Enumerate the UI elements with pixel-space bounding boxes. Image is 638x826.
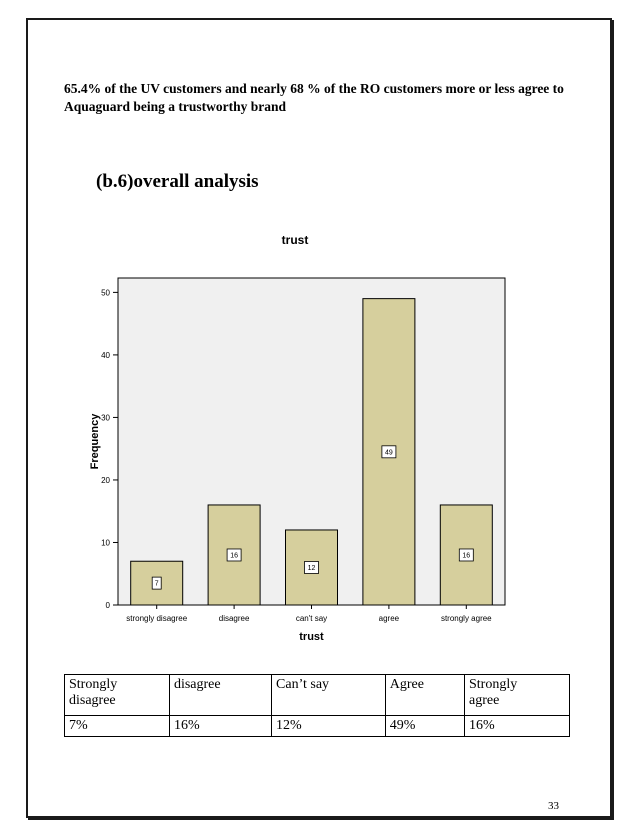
- y-tick-label: 50: [101, 288, 110, 298]
- x-tick-label: can't say: [295, 614, 328, 623]
- table-header-cell: Agree: [385, 675, 464, 716]
- table-header-cell: disagree: [169, 675, 271, 716]
- data-label: 12: [307, 564, 316, 572]
- data-label: 16: [462, 552, 471, 560]
- table-cell: 7%: [65, 716, 170, 737]
- table-header-cell: Strongly disagree: [65, 675, 170, 716]
- summary-text: 65.4% of the UV customers and nearly 68 % of the RO customers more or less agree to Aquaguard being a trustworthy brand: [64, 81, 564, 114]
- table-cell: 16%: [169, 716, 271, 737]
- y-tick-label: 30: [101, 413, 110, 423]
- y-tick-label: 40: [101, 350, 110, 360]
- table-row: [65, 716, 570, 737]
- y-axis-title: Frequency: [89, 413, 101, 470]
- x-axis-title: trust: [299, 631, 324, 643]
- x-tick-label: agree: [378, 614, 400, 623]
- x-tick-label: disagree: [218, 614, 250, 623]
- table-header-cell: Can’t say: [272, 675, 386, 716]
- table-cell: 49%: [385, 716, 464, 737]
- data-label: 16: [230, 552, 238, 560]
- table-cell: 12%: [272, 716, 386, 737]
- table-cell: 16%: [465, 716, 570, 737]
- section-title: (b.6)overall analysis: [96, 171, 259, 192]
- table-header-cell: Strongly agree: [465, 675, 570, 716]
- data-label: 7: [154, 580, 159, 588]
- page-number: 33: [548, 800, 559, 812]
- percentage-table: [64, 674, 570, 737]
- x-tick-label: strongly disagree: [126, 614, 188, 623]
- chart-title: trust: [281, 233, 309, 247]
- y-tick-label: 20: [101, 475, 110, 485]
- y-tick-label: 10: [101, 538, 110, 548]
- data-label: 49: [385, 449, 393, 457]
- x-tick-label: strongly agree: [440, 614, 492, 623]
- table-header-row: [65, 675, 570, 716]
- y-tick-label: 0: [105, 601, 110, 610]
- bar-chart: [0, 270, 590, 650]
